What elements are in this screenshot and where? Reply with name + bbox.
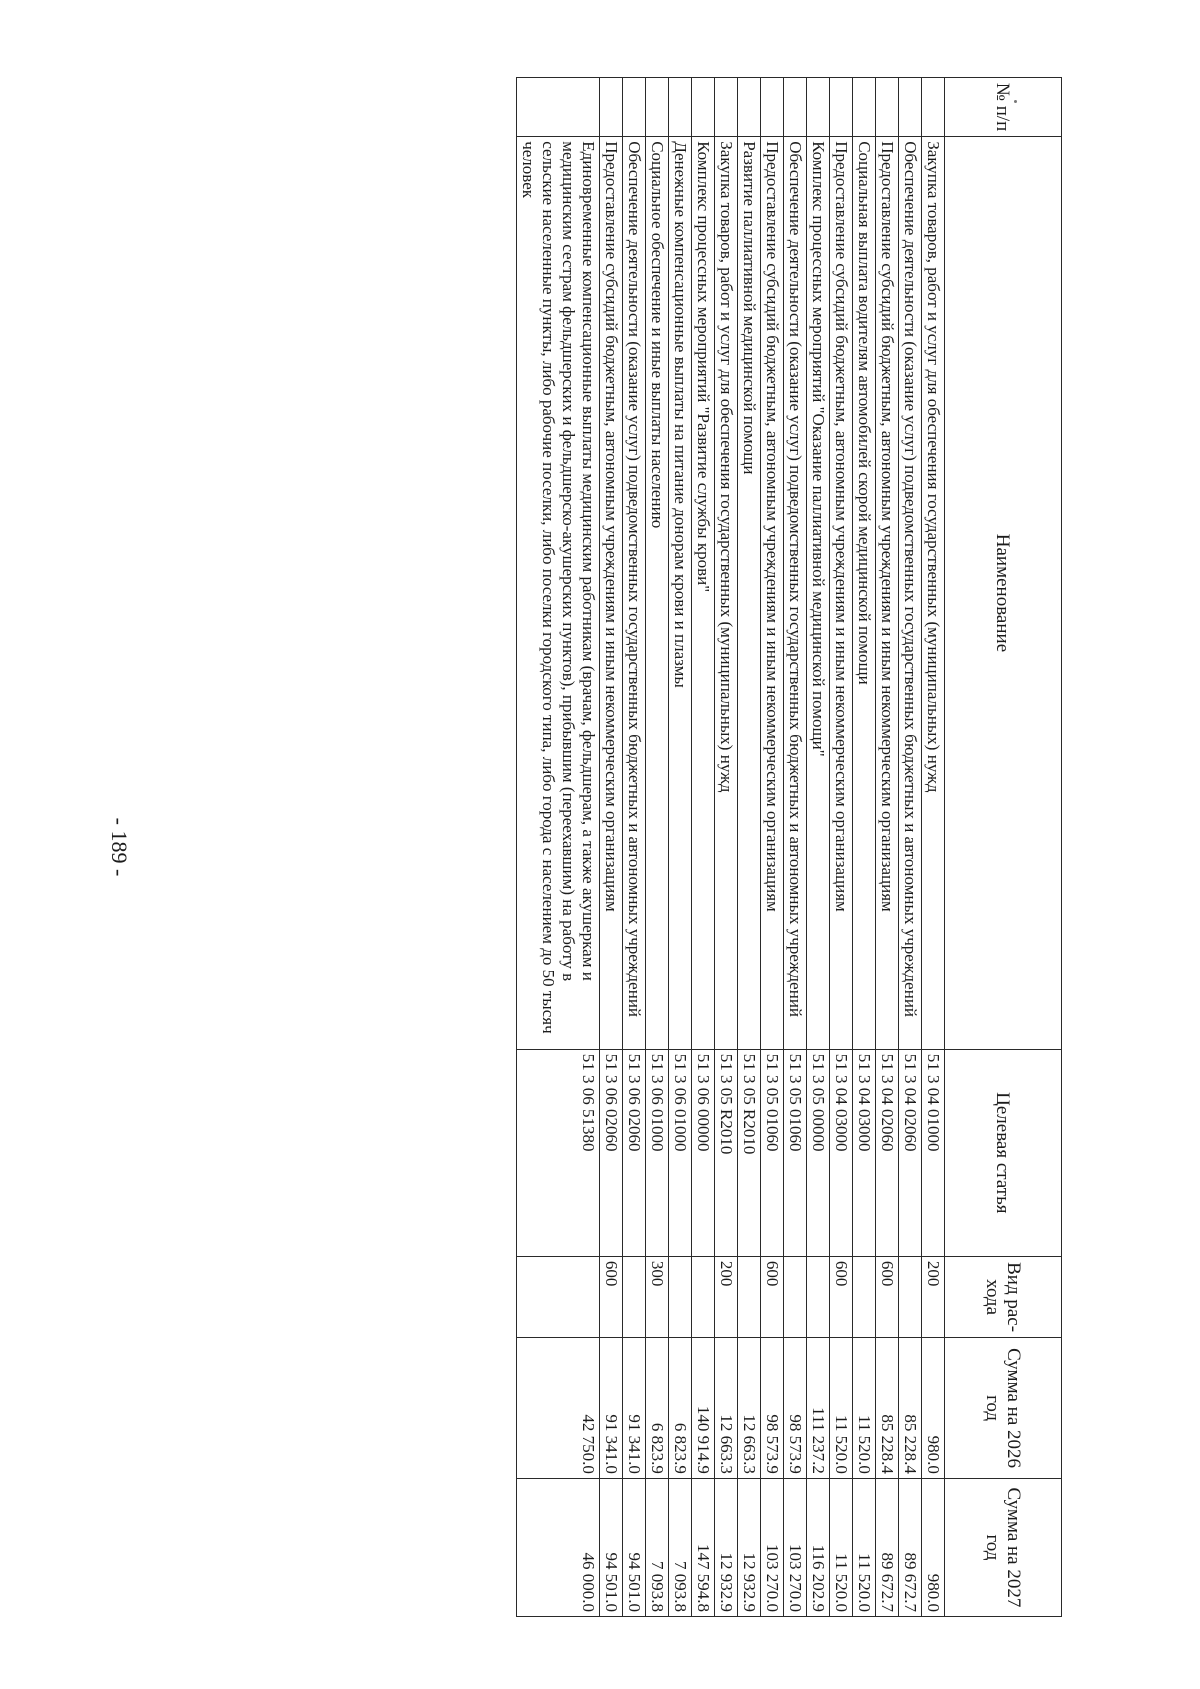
- cell-sum-2026: 98 573.9: [784, 1338, 807, 1479]
- cell-code: 51 3 04 02060: [899, 1049, 922, 1256]
- cell-num: [669, 78, 692, 137]
- table-row: [517, 78, 600, 1617]
- cell-sum-2027: 12 932.9: [715, 1478, 738, 1616]
- cell-kind: [669, 1256, 692, 1337]
- cell-name: Обеспечение деятельности (оказание услуг) подведомственных государственных бюджетных и автономных учреждений: [623, 137, 646, 1050]
- cell-name: Закупка товаров, работ и услуг для обеспечения государственных (муниципальных) нужд: [715, 137, 738, 1050]
- cell-num: [646, 78, 669, 137]
- cell-kind: 600: [600, 1256, 623, 1337]
- table-row: [899, 78, 922, 1617]
- cell-sum-2026: 6 823.9: [669, 1338, 692, 1479]
- cell-name: Закупка товаров, работ и услуг для обеспечения государственных (муниципальных) нужд: [922, 137, 945, 1050]
- cell-name: Комплекс процессных мероприятий "Оказание паллиативной медицинской помощи": [807, 137, 830, 1050]
- cell-sum-2026: 85 228.4: [876, 1338, 899, 1479]
- cell-kind: [738, 1256, 761, 1337]
- header-kind: Вид рас-хода: [945, 1256, 1062, 1337]
- cell-sum-2026: 11 520.0: [853, 1338, 876, 1479]
- cell-name: Предоставление субсидий бюджетным, автономным учреждениям и иным некоммерческим организациям: [876, 137, 899, 1050]
- cell-sum-2027: 89 672.7: [876, 1478, 899, 1616]
- cell-code: 51 3 05 01060: [761, 1049, 784, 1256]
- cell-code: 51 3 05 01060: [784, 1049, 807, 1256]
- cell-sum-2027: 11 520.0: [830, 1478, 853, 1616]
- cell-num: [784, 78, 807, 137]
- cell-num: [853, 78, 876, 137]
- cell-sum-2027: 89 672.7: [899, 1478, 922, 1616]
- cell-sum-2026: 111 237.2: [807, 1338, 830, 1479]
- cell-sum-2026: 85 228.4: [899, 1338, 922, 1479]
- header-num: № п/п: [945, 78, 1062, 137]
- table-row: [623, 78, 646, 1617]
- cell-name: Предоставление субсидий бюджетным, автономным учреждениям и иным некоммерческим организациям: [830, 137, 853, 1050]
- cell-name: Предоставление субсидий бюджетным, автономным учреждениям и иным некоммерческим организациям: [761, 137, 784, 1050]
- cell-name: Социальное обеспечение и иные выплаты населению: [646, 137, 669, 1050]
- cell-num: [761, 78, 784, 137]
- cell-code: 51 3 06 02060: [600, 1049, 623, 1256]
- page-number: - 189 -: [107, 817, 132, 877]
- cell-code: 51 3 06 02060: [623, 1049, 646, 1256]
- cell-sum-2026: 6 823.9: [646, 1338, 669, 1479]
- cell-num: [807, 78, 830, 137]
- budget-table: [516, 77, 1062, 1617]
- cell-num: [830, 78, 853, 137]
- cell-code: 51 3 04 03000: [853, 1049, 876, 1256]
- cell-name: Обеспечение деятельности (оказание услуг) подведомственных государственных бюджетных и автономных учреждений: [784, 137, 807, 1050]
- cell-code: 51 3 04 03000: [830, 1049, 853, 1256]
- header-row: [945, 78, 1062, 1617]
- cell-sum-2026: 11 520.0: [830, 1338, 853, 1479]
- cell-code: 51 3 05 R2010: [715, 1049, 738, 1256]
- table-row: [830, 78, 853, 1617]
- cell-code: 51 3 06 01000: [646, 1049, 669, 1256]
- table-row: [669, 78, 692, 1617]
- cell-sum-2026: 12 663.3: [715, 1338, 738, 1479]
- cell-code: 51 3 06 01000: [669, 1049, 692, 1256]
- cell-sum-2027: 46 000.0: [517, 1478, 600, 1616]
- cell-code: 51 3 04 01000: [922, 1049, 945, 1256]
- table-row: [692, 78, 715, 1617]
- rotated-page: [162, 77, 1062, 1617]
- table-row: [876, 78, 899, 1617]
- table-row: [784, 78, 807, 1617]
- cell-code: 51 3 05 R2010: [738, 1049, 761, 1256]
- cell-kind: [517, 1256, 600, 1337]
- cell-sum-2027: 980.0: [922, 1478, 945, 1616]
- cell-num: [517, 78, 600, 137]
- cell-sum-2026: 98 573.9: [761, 1338, 784, 1479]
- cell-kind: 600: [830, 1256, 853, 1337]
- cell-kind: 600: [876, 1256, 899, 1337]
- header-code: Целевая статья: [945, 1049, 1062, 1256]
- cell-sum-2026: 12 663.3: [738, 1338, 761, 1479]
- cell-sum-2027: 12 932.9: [738, 1478, 761, 1616]
- table-row: [922, 78, 945, 1617]
- cell-sum-2026: 140 914.9: [692, 1338, 715, 1479]
- cell-num: [715, 78, 738, 137]
- cell-code: 51 3 04 02060: [876, 1049, 899, 1256]
- cell-name: Денежные компенсационные выплаты на питание донорам крови и плазмы: [669, 137, 692, 1050]
- cell-num: [738, 78, 761, 137]
- cell-sum-2026: 91 341.0: [623, 1338, 646, 1479]
- cell-kind: [853, 1256, 876, 1337]
- cell-num: [600, 78, 623, 137]
- cell-sum-2026: 980.0: [922, 1338, 945, 1479]
- cell-num: [876, 78, 899, 137]
- cell-kind: [692, 1256, 715, 1337]
- cell-sum-2027: 7 093.8: [646, 1478, 669, 1616]
- cell-name: Социальная выплата водителям автомобилей скорой медицинской помощи: [853, 137, 876, 1050]
- cell-sum-2027: 11 520.0: [853, 1478, 876, 1616]
- cell-sum-2026: 42 750.0: [517, 1338, 600, 1479]
- cell-name: Предоставление субсидий бюджетным, автономным учреждениям и иным некоммерческим организациям: [600, 137, 623, 1050]
- table-row: [715, 78, 738, 1617]
- cell-name: Единовременные компенсационные выплаты медицинским работникам (врачам, фельдшерам, а также акушеркам и медицинским сестрам фельдшерских и фельдшерско-акушерских пунктов), прибывшим (переехавшим) на работу в сельские населенные пункты, либо рабочие поселки, либо поселки городского типа, либо города с населением до 50 тысяч человек: [517, 137, 600, 1050]
- table-row: [853, 78, 876, 1617]
- cell-code: 51 3 05 00000: [807, 1049, 830, 1256]
- cell-kind: 300: [646, 1256, 669, 1337]
- cell-sum-2027: 103 270.0: [784, 1478, 807, 1616]
- cell-sum-2027: 147 594.8: [692, 1478, 715, 1616]
- cell-kind: 600: [761, 1256, 784, 1337]
- cell-num: [692, 78, 715, 137]
- cell-code: 51 3 06 51380: [517, 1049, 600, 1256]
- cell-name: Комплекс процессных мероприятий "Развитие службы крови": [692, 137, 715, 1050]
- cell-kind: [807, 1256, 830, 1337]
- table-row: [807, 78, 830, 1617]
- table-body: [517, 78, 945, 1617]
- cell-kind: 200: [922, 1256, 945, 1337]
- cell-kind: [784, 1256, 807, 1337]
- cell-kind: [623, 1256, 646, 1337]
- cell-sum-2027: 103 270.0: [761, 1478, 784, 1616]
- cell-kind: 200: [715, 1256, 738, 1337]
- cell-sum-2027: 94 501.0: [600, 1478, 623, 1616]
- table-row: [646, 78, 669, 1617]
- cell-sum-2027: 94 501.0: [623, 1478, 646, 1616]
- table-row: [761, 78, 784, 1617]
- cell-sum-2027: 116 202.9: [807, 1478, 830, 1616]
- header-sum-2027: Сумма на 2027 год: [945, 1478, 1062, 1616]
- cell-kind: [899, 1256, 922, 1337]
- header-sum-2026: Сумма на 2026 год: [945, 1338, 1062, 1479]
- cell-name: Обеспечение деятельности (оказание услуг) подведомственных государственных бюджетных и автономных учреждений: [899, 137, 922, 1050]
- cell-name: Развитие паллиативной медицинской помощи: [738, 137, 761, 1050]
- cell-code: 51 3 06 00000: [692, 1049, 715, 1256]
- table-row: [738, 78, 761, 1617]
- cell-num: [899, 78, 922, 137]
- cell-num: [922, 78, 945, 137]
- cell-sum-2026: 91 341.0: [600, 1338, 623, 1479]
- table-row: [600, 78, 623, 1617]
- cell-sum-2027: 7 093.8: [669, 1478, 692, 1616]
- header-name: Наименование: [945, 137, 1062, 1050]
- cell-num: [623, 78, 646, 137]
